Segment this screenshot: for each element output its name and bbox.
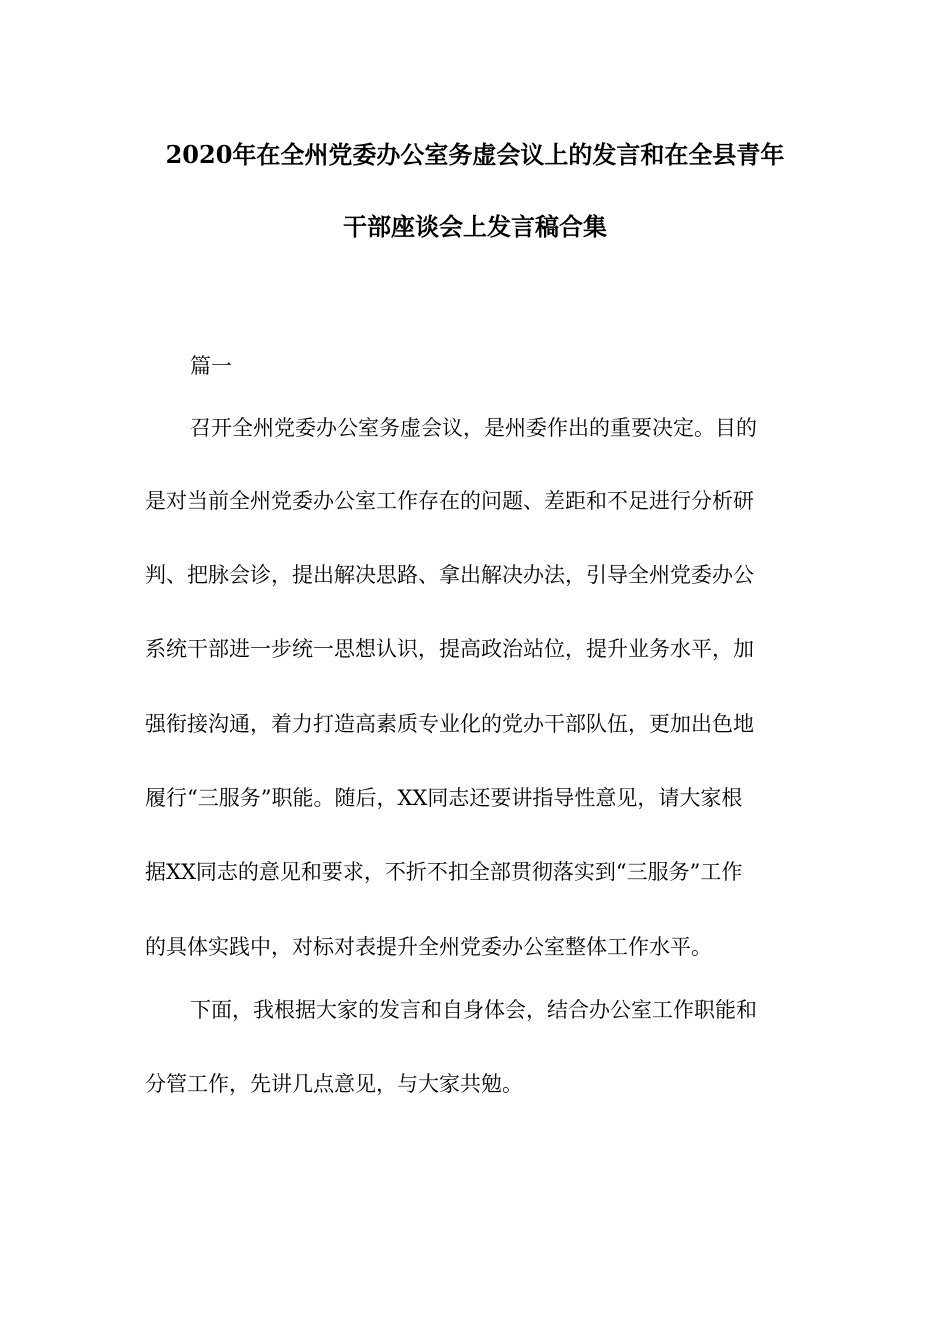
paragraph-1-line: 强衔接沟通，着力打造高素质专业化的党办干部队伍，更加出色地 (145, 712, 754, 736)
paragraph-1-line: 判、把脉会诊，提出解决思路、拿出解决办法，引导全州党委办公 (145, 563, 754, 587)
paragraph-1-line: 是对当前全州党委办公室工作存在的问题、差距和不足进行分析研 (145, 489, 754, 513)
paragraph-1-line: 的具体实践中，对标对表提升全州党委办公室整体工作水平。 (145, 935, 712, 959)
paragraph-1-line: 履行“三服务”职能。随后，XX同志还要讲指导性意见，请大家根 (145, 786, 743, 810)
paragraph-1-line: 系统干部进一步统一思想认识，提高政治站位，提升业务水平，加 (145, 637, 754, 661)
document-title-line-2: 干部座谈会上发言稿合集 (343, 212, 607, 241)
document-title-line-1: 2020年在全州党委办公室务虚会议上的发言和在全县青年 (165, 140, 785, 169)
section-label: 篇一 (190, 354, 232, 378)
paragraph-2-line: 下面，我根据大家的发言和自身体会，结合办公室工作职能和 (190, 998, 757, 1022)
paragraph-2-line: 分管工作，先讲几点意见，与大家共勉。 (145, 1072, 523, 1096)
paragraph-1-line: 据XX同志的意见和要求，不折不扣全部贯彻落实到“三服务”工作 (145, 860, 743, 884)
paragraph-1-line: 召开全州党委办公室务虚会议，是州委作出的重要决定。目的 (190, 416, 757, 440)
